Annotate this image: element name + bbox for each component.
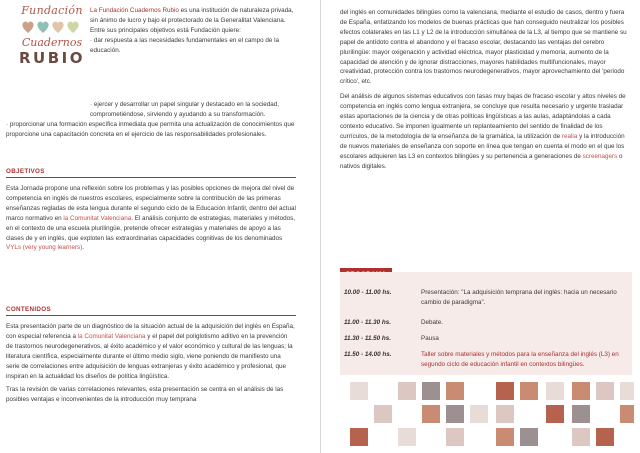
intro-text: es una institución de naturaleza privada, sin ánimo de lucro y bajo el protectorado de la Generalitat Valenciana. Entre sus principales objetivos está Fundación quiere: [90,7,294,34]
objetivos-section [6,168,296,253]
contenidos-paragraph-1 [6,322,296,381]
right-paragraph-1: del inglés en comunidades bilingües como la valenciana, mediante el estudio de casos, dentro y fuera de España, enfatizando los modelos de buenas prácticas que han conseguido neutralizar los posibles efectos colaterales en las L1 y L2 de la introducción simultánea de la L3, al tiempo que se mantiene su papel de antídoto contra el abandono y el fracaso escolar, destacando las ventajas del cerebro plurilingüe: mayor oxigenación y actividad eléctrica, mayor plasticidad y memoria, aumento de la capacidad de atención y de ignorar distracciones, mayores habilidades multifuncionales, mayor creatividad, protección contra los trastornos neurodegenerativos, mayor aprovechamiento del 'periodo crítico', etc. [340,9,627,86]
tile [572,428,590,446]
hearts-icon [20,19,84,35]
programa-time-4: 11.50 - 14.00 hs. [344,351,392,358]
contenidos-paragraph-2: Tras la revisión de varias correlaciones relevantes, esta presentación se centra en el análisis de las posibles ventajas e inconvenientes de la introducción muy temprana [6,386,284,404]
tile [620,405,634,423]
programa-row-3 [344,334,628,346]
logo-line-2: Cuadernos [21,36,83,49]
page-divider [320,0,321,453]
logo-line-1: Fundación [21,4,83,17]
tile [398,428,416,446]
right-paragraph-2 [340,92,632,171]
tile [546,382,564,400]
objetivos-link-vyls[interactable]: VYLs (very young learners) [6,244,83,252]
tile [374,405,392,423]
tile [496,382,514,400]
tile [398,382,416,400]
contenidos-text-1a: Esta presentación parte de un diagnóstico de la situación actual de la adquisición del inglés en España, con especial referencia a [6,323,295,340]
intro-paragraph [90,6,296,36]
programa-time-2: 11.00 - 11.30 hs. [344,319,392,326]
intro-block [90,6,296,56]
objetivos-text-3: . [82,244,85,252]
contenidos-heading: CONTENIDOS [6,306,296,316]
objetivos-link-comunitat[interactable]: la Comunitat Valenciana [63,214,132,222]
intro-block-2 [6,100,296,140]
objetivos-paragraph [6,184,296,253]
right-link-screenagers[interactable]: screenagers [582,152,618,160]
tile [422,382,440,400]
tile [446,382,464,400]
tile [596,428,614,446]
tile [446,428,464,446]
contenidos-text-1b: y el papel del poliglotismo aditivo en la prevención de trastornos neurodegenerativos, al éxito académico y el valor económico y cultural de las lenguas; la literatura científica, especialmente durante el último medio siglo, viene poniendo de manifiesto una serie de correlaciones entre adquisición de lenguas extranjeras y éxito académico y profesional, que inspiran en la actualidad los diseños de política lingüística. [6,332,293,380]
tile [572,405,590,423]
right-link-realia[interactable]: realia [561,132,578,140]
tile [496,405,514,423]
contenidos-section [6,306,296,405]
intro-bullet-2: · ejercer y desarrollar un papel singular y destacado en la sociedad, comprometiéndose, sirviendo y ayudando a su transformación. [90,101,280,118]
programa-desc-1: Presentación: "La adquisición temprana del inglés: hacia un necesario cambio de paradigma". [421,289,617,306]
intro-bullet-1: · dar respuesta a las necesidades fundamentales en el campo de la educación. [90,36,280,54]
tile [446,405,464,423]
tile [496,428,514,446]
logo-line-3: RUBIO [19,49,85,67]
logo-hearts [8,19,96,35]
programa-desc-4: Taller sobre materiales y métodos para la enseñanza del inglés (L3) en segundo ciclo de educación infantil en contextos bilingües. [421,351,619,368]
tile [350,382,368,400]
tile [546,405,564,423]
org-name: La Fundación Cuadernos Rubio [90,7,179,14]
tile [572,382,590,400]
contenidos-link-comunitat[interactable]: la Comunitat Valenciana [77,332,146,340]
objetivos-text-1: Esta Jornada propone una reflexión sobre los problemas y las posibles opciones de mejora del nivel de competencia en inglés de nuestros escolares, especialmente sobre la contribución de las primeras enseñanzas regladas de esta lengua durante el segundo ciclo de la Educación Infantil, dentro del actual marco normativo en [6,185,296,222]
tile [470,405,488,423]
right-text-2b: y la introducción de nuevos materiales de enseñanza con soporte en línea que tengan en cuenta el modo en el que los escolares adquieren las L3 en contextos bilingües y su pertenencia a generaciones de [340,132,625,160]
right-text-2c: o nativos digitales. [340,152,623,170]
programa-time-3: 11.30 - 11.50 hs. [344,335,392,342]
programa-desc-3: Pausa [421,335,439,342]
tile [520,382,538,400]
tile [620,382,634,400]
right-column [340,8,632,172]
programa-time-1: 10.00 - 11.00 hs. [344,289,392,296]
fundacion-logo [8,4,96,106]
intro-bullet-3: · proporcionar una formación específica inmediata que permita una actualización de conocimientos que proporcione una capacitación concreta en el ejercicio de las responsabilidades profesionales. [6,120,295,138]
tile [520,428,538,446]
tile [596,382,614,400]
tile [422,405,440,423]
programa-row-2 [344,318,628,330]
objetivos-heading: OBJETIVOS [6,168,296,178]
tile [350,428,368,446]
objetivos-text-2: . El análisis conjunto de estrategias, materiales y métodos, en el contexto de una escuela plurilingüe, pretende ofrecer estrategias y materiales de apoyo a las clases de y en inglés, que exploten las extraordinarias capacidades cognitivas de los denominados [6,214,296,242]
programa-row-1 [344,288,628,310]
programa-desc-2: Debate. [421,319,444,326]
programa-row-4 [344,350,628,372]
right-text-2a: Del análisis de algunos sistemas educativos con tasas muy bajas de fracaso escolar y altos niveles de competencia en inglés como lengua extranjera, se concluye que resulta necesario y urgente trasladar estas aportaciones de la ciencia y de otras políticas lingüísticas a las aulas, adaptándolas a cada contexto educativo. Se imponen igualmente un replanteamiento del sentido de finalidad de los currículos, de la metodología de la enseñanza de la gramática, la utilización de [340,93,626,140]
